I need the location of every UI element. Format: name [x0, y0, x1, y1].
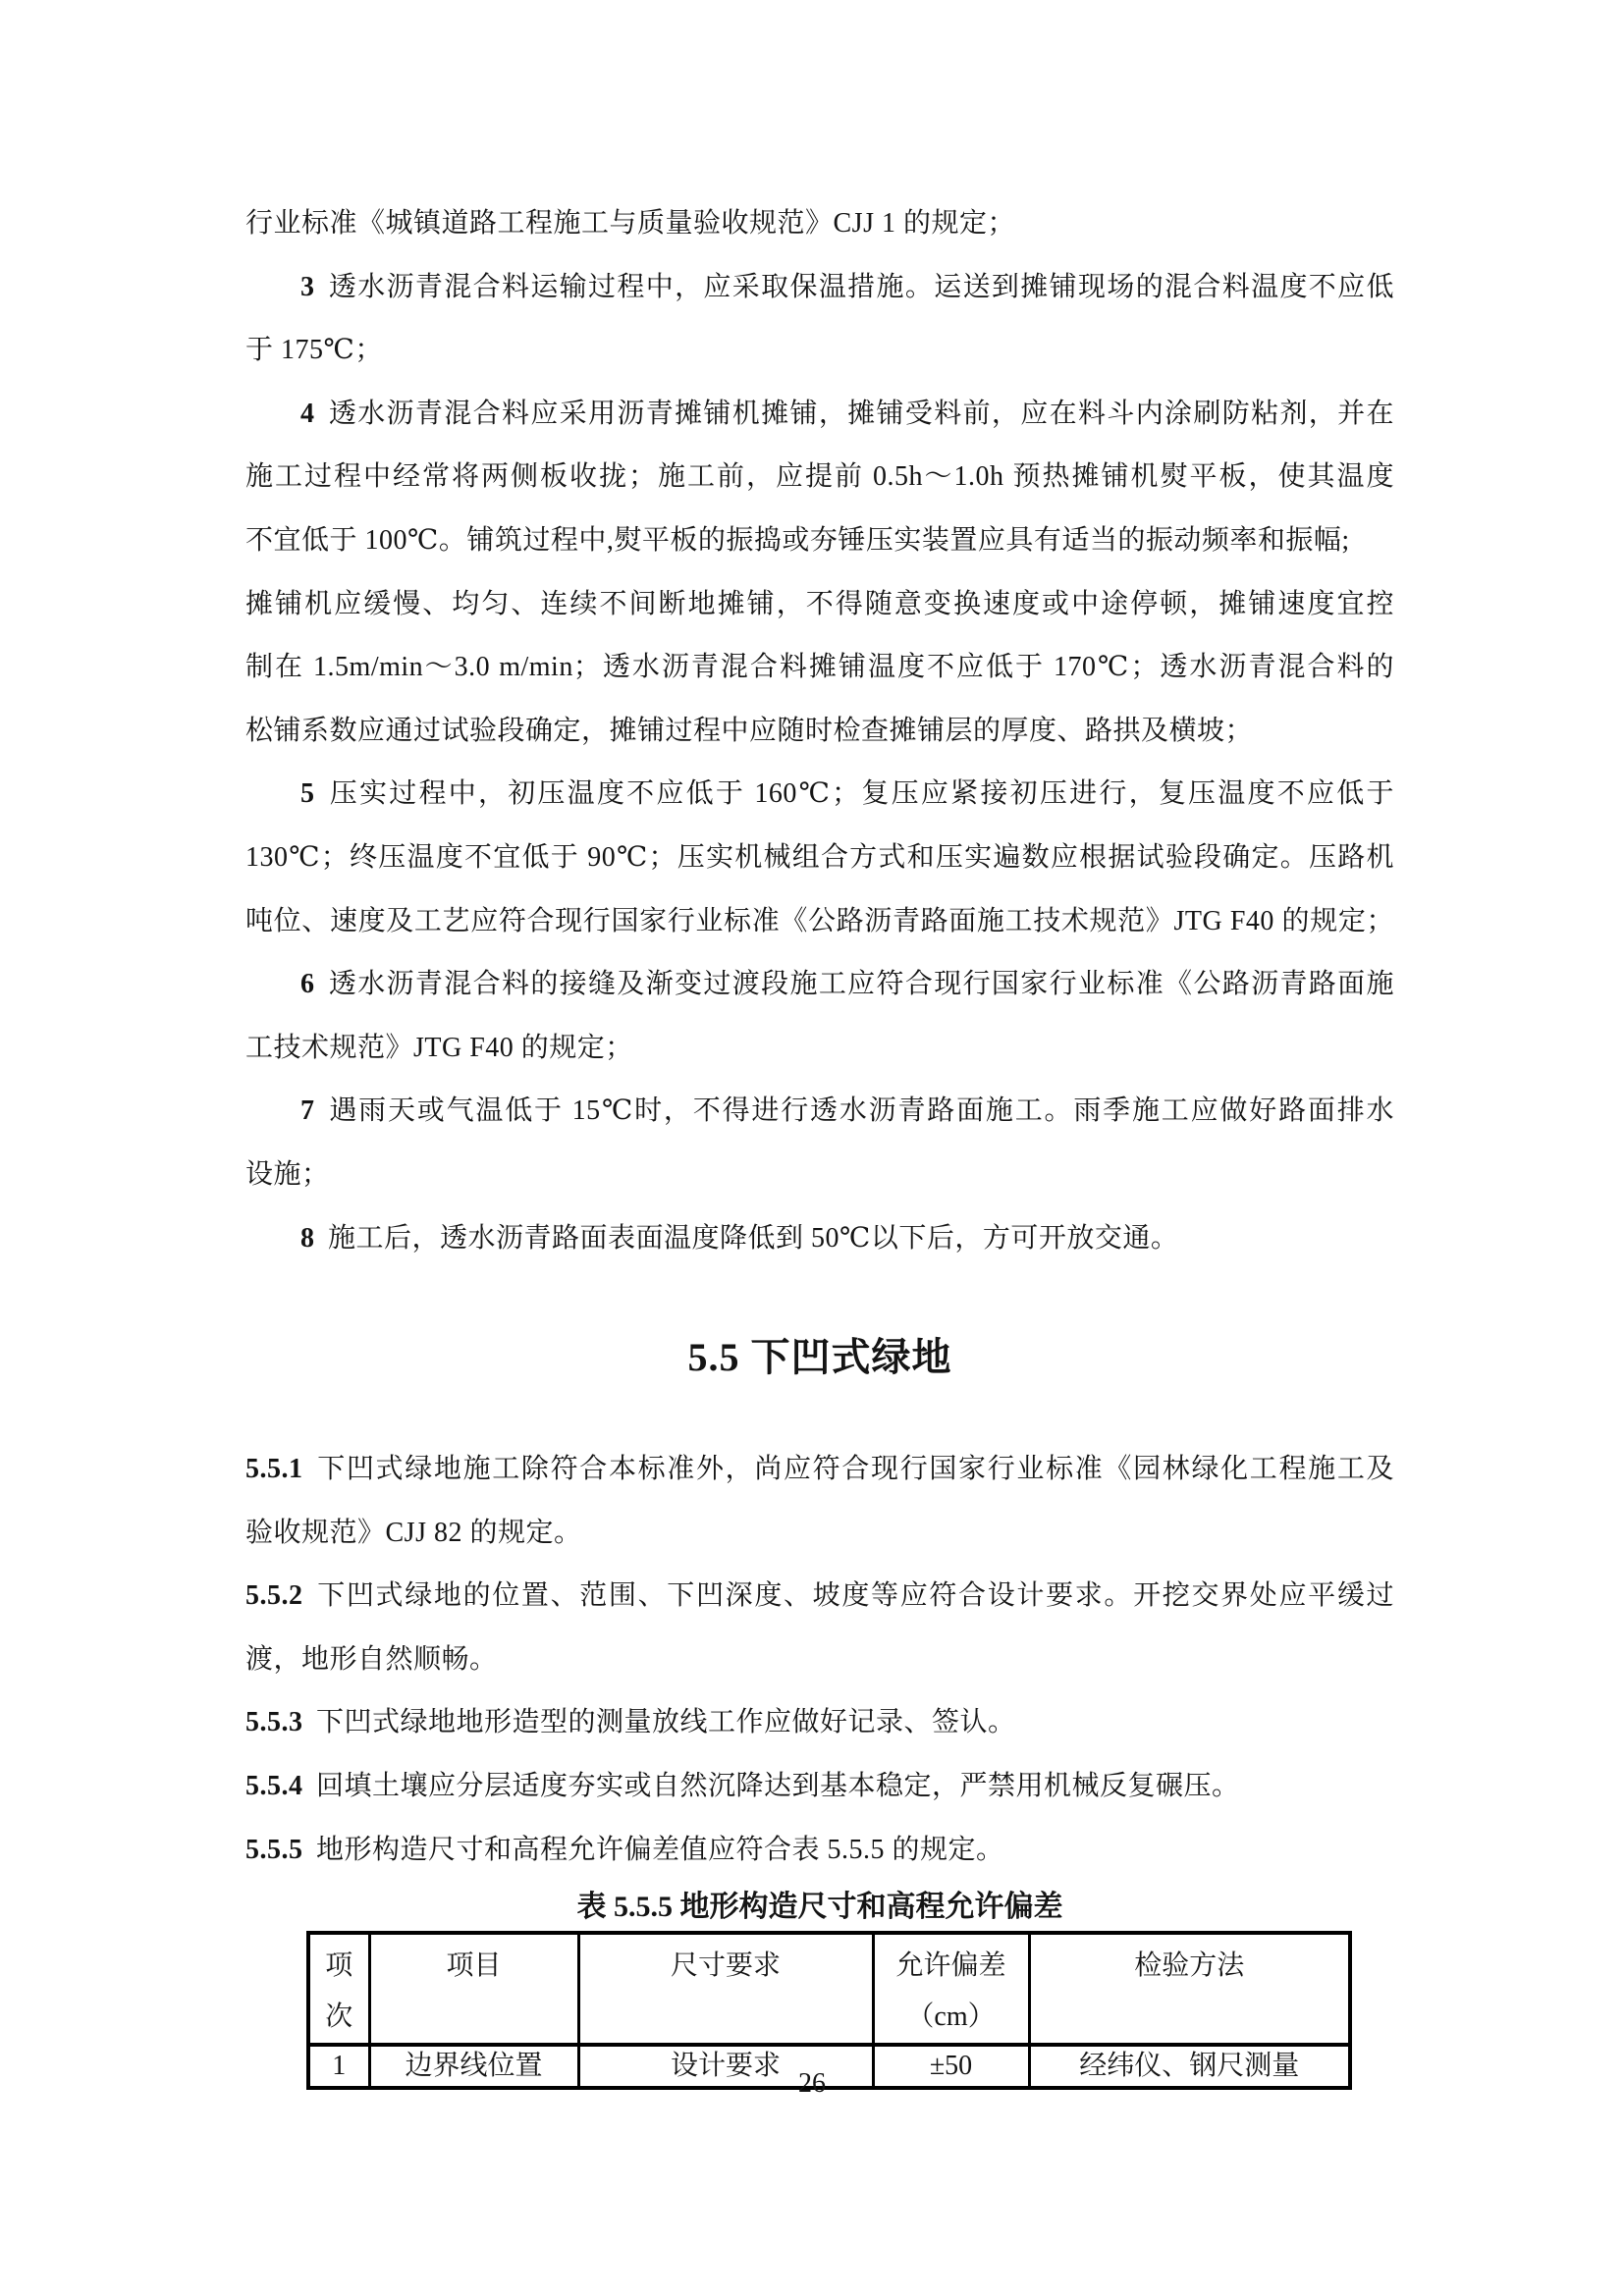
- clause-number: 5.5.4: [245, 1771, 303, 1802]
- body-line: [245, 319, 1394, 383]
- clause-number: 6: [300, 969, 315, 1000]
- body-line: [245, 383, 1394, 447]
- body-line: [245, 1080, 1394, 1144]
- line-text: 下凹式绿地的位置、范围、下凹深度、坡度等应符合设计要求。开挖交界处应平缓过: [317, 1580, 1394, 1612]
- table-header-cell: 检验方法: [1029, 1933, 1350, 2045]
- table-cell: 1: [308, 2045, 369, 2088]
- line-text: 施工过程中经常将两侧板收拢；施工前，应提前 0.5h～1.0h 预热摊铺机熨平板，使其温度: [245, 461, 1394, 493]
- table-cell: ±50: [873, 2045, 1029, 2088]
- table-header-cell: 允许偏差（cm）: [873, 1933, 1029, 2045]
- body-line: [245, 1819, 1394, 1883]
- table-header-cell: 尺寸要求: [578, 1933, 873, 2045]
- body-line: [245, 1755, 1394, 1819]
- clause-number: 8: [300, 1222, 315, 1254]
- body-line: [245, 446, 1394, 509]
- line-text: 松铺系数应通过试验段确定，摊铺过程中应随时检查摊铺层的厚度、路拱及横坡；: [245, 715, 1254, 746]
- line-text: 验收规范》CJJ 82 的规定。: [245, 1517, 582, 1548]
- line-text: 透水沥青混合料应采用沥青摊铺机摊铺，摊铺受料前，应在料斗内涂刷防粘剂，并在: [328, 398, 1394, 429]
- table-cell: 边界线位置: [369, 2045, 578, 2088]
- line-text: 下凹式绿地施工除符合本标准外，尚应符合现行国家行业标准《园林绿化工程施工及: [317, 1454, 1394, 1485]
- body-line: [245, 1691, 1394, 1755]
- line-text: 于 175℃；: [245, 335, 383, 366]
- body-line: [245, 1502, 1394, 1566]
- body-line: [245, 1144, 1394, 1207]
- clause-number: 5.5.1: [245, 1454, 303, 1485]
- section-heading: 5.5 下凹式绿地: [687, 1335, 952, 1380]
- line-text: 摊铺机应缓慢、均匀、连续不间断地摊铺，不得随意变换速度或中途停顿，摊铺速度宜控: [245, 588, 1394, 619]
- body-line: [245, 953, 1394, 1017]
- body-line: [245, 890, 1394, 954]
- line-text: 工技术规范》JTG F40 的规定；: [245, 1032, 633, 1063]
- line-text: 设施；: [245, 1158, 330, 1190]
- body-line: [245, 1565, 1394, 1629]
- tolerance-table: [306, 1931, 1352, 2090]
- clause-number: 5.5.5: [245, 1834, 303, 1865]
- line-text: 下凹式绿地地形造型的测量放线工作应做好记录、签认。: [316, 1707, 1016, 1738]
- clause-number: 7: [300, 1095, 315, 1127]
- body-line: [245, 763, 1394, 827]
- body-line: [245, 636, 1394, 700]
- body-line: [245, 573, 1394, 637]
- body-line: [245, 192, 1394, 256]
- table-header-cell: 项次: [308, 1933, 369, 2045]
- line-text: 地形构造尺寸和高程允许偏差值应符合表 5.5.5 的规定。: [316, 1834, 1004, 1865]
- clause-number: 5.5.3: [245, 1707, 303, 1738]
- line-text: 透水沥青混合料的接缝及渐变过渡段施工应符合现行国家行业标准《公路沥青路面施: [328, 969, 1394, 1000]
- line-text: 130℃；终压温度不宜低于 90℃；压实机械组合方式和压实遍数应根据试验段确定。压路机: [245, 841, 1394, 873]
- clause-number: 3: [300, 271, 315, 302]
- clause-number: 5.5.2: [245, 1580, 303, 1612]
- body-line: [245, 256, 1394, 320]
- page-content: [245, 192, 1394, 2090]
- body-line: [245, 1629, 1394, 1692]
- line-text: 制在 1.5m/min～3.0 m/min；透水沥青混合料摊铺温度不应低于 170℃；透水沥青混合料的: [245, 652, 1394, 683]
- line-text: 施工后，透水沥青路面表面温度降低到 50℃以下后，方可开放交通。: [328, 1222, 1179, 1254]
- line-text: 遇雨天或气温低于 15℃时，不得进行透水沥青路面施工。雨季施工应做好路面排水: [329, 1095, 1394, 1127]
- clause-number: 5: [300, 778, 315, 810]
- line-text: 渡，地形自然顺畅。: [245, 1643, 498, 1675]
- table-header-cell: 项目: [369, 1933, 578, 2045]
- body-line: [245, 1207, 1394, 1271]
- line-text: 压实过程中，初压温度不应低于 160℃；复压应紧接初压进行，复压温度不应低于: [329, 778, 1394, 810]
- line-text: 行业标准《城镇道路工程施工与质量验收规范》CJJ 1 的规定；: [245, 208, 1015, 239]
- table-header-row: [308, 1933, 1350, 2045]
- table-cell: 经纬仪、钢尺测量: [1029, 2045, 1350, 2088]
- line-text: 吨位、速度及工艺应符合现行国家行业标准《公路沥青路面施工技术规范》JTG F40 的规定；: [245, 905, 1394, 936]
- line-text: 不宜低于 100℃。铺筑过程中,熨平板的振捣或夯锤压实装置应具有适当的振动频率和振幅;: [245, 524, 1350, 556]
- page-number: 26: [798, 2068, 826, 2099]
- line-text: 透水沥青混合料运输过程中，应采取保温措施。运送到摊铺现场的混合料温度不应低: [328, 271, 1394, 302]
- body-line: [245, 1438, 1394, 1502]
- clause-number: 4: [300, 398, 315, 429]
- body-line: [245, 827, 1394, 890]
- line-text: 回填土壤应分层适度夯实或自然沉降达到基本稳定，严禁用机械反复碾压。: [316, 1771, 1240, 1802]
- table-cell: 设计要求: [578, 2045, 873, 2088]
- body-line: [245, 700, 1394, 764]
- body-line: [245, 1017, 1394, 1081]
- body-line: [245, 509, 1394, 573]
- section-body: [245, 1438, 1394, 1882]
- table-title: 表 5.5.5 地形构造尺寸和高程允许偏差: [576, 1891, 1063, 1924]
